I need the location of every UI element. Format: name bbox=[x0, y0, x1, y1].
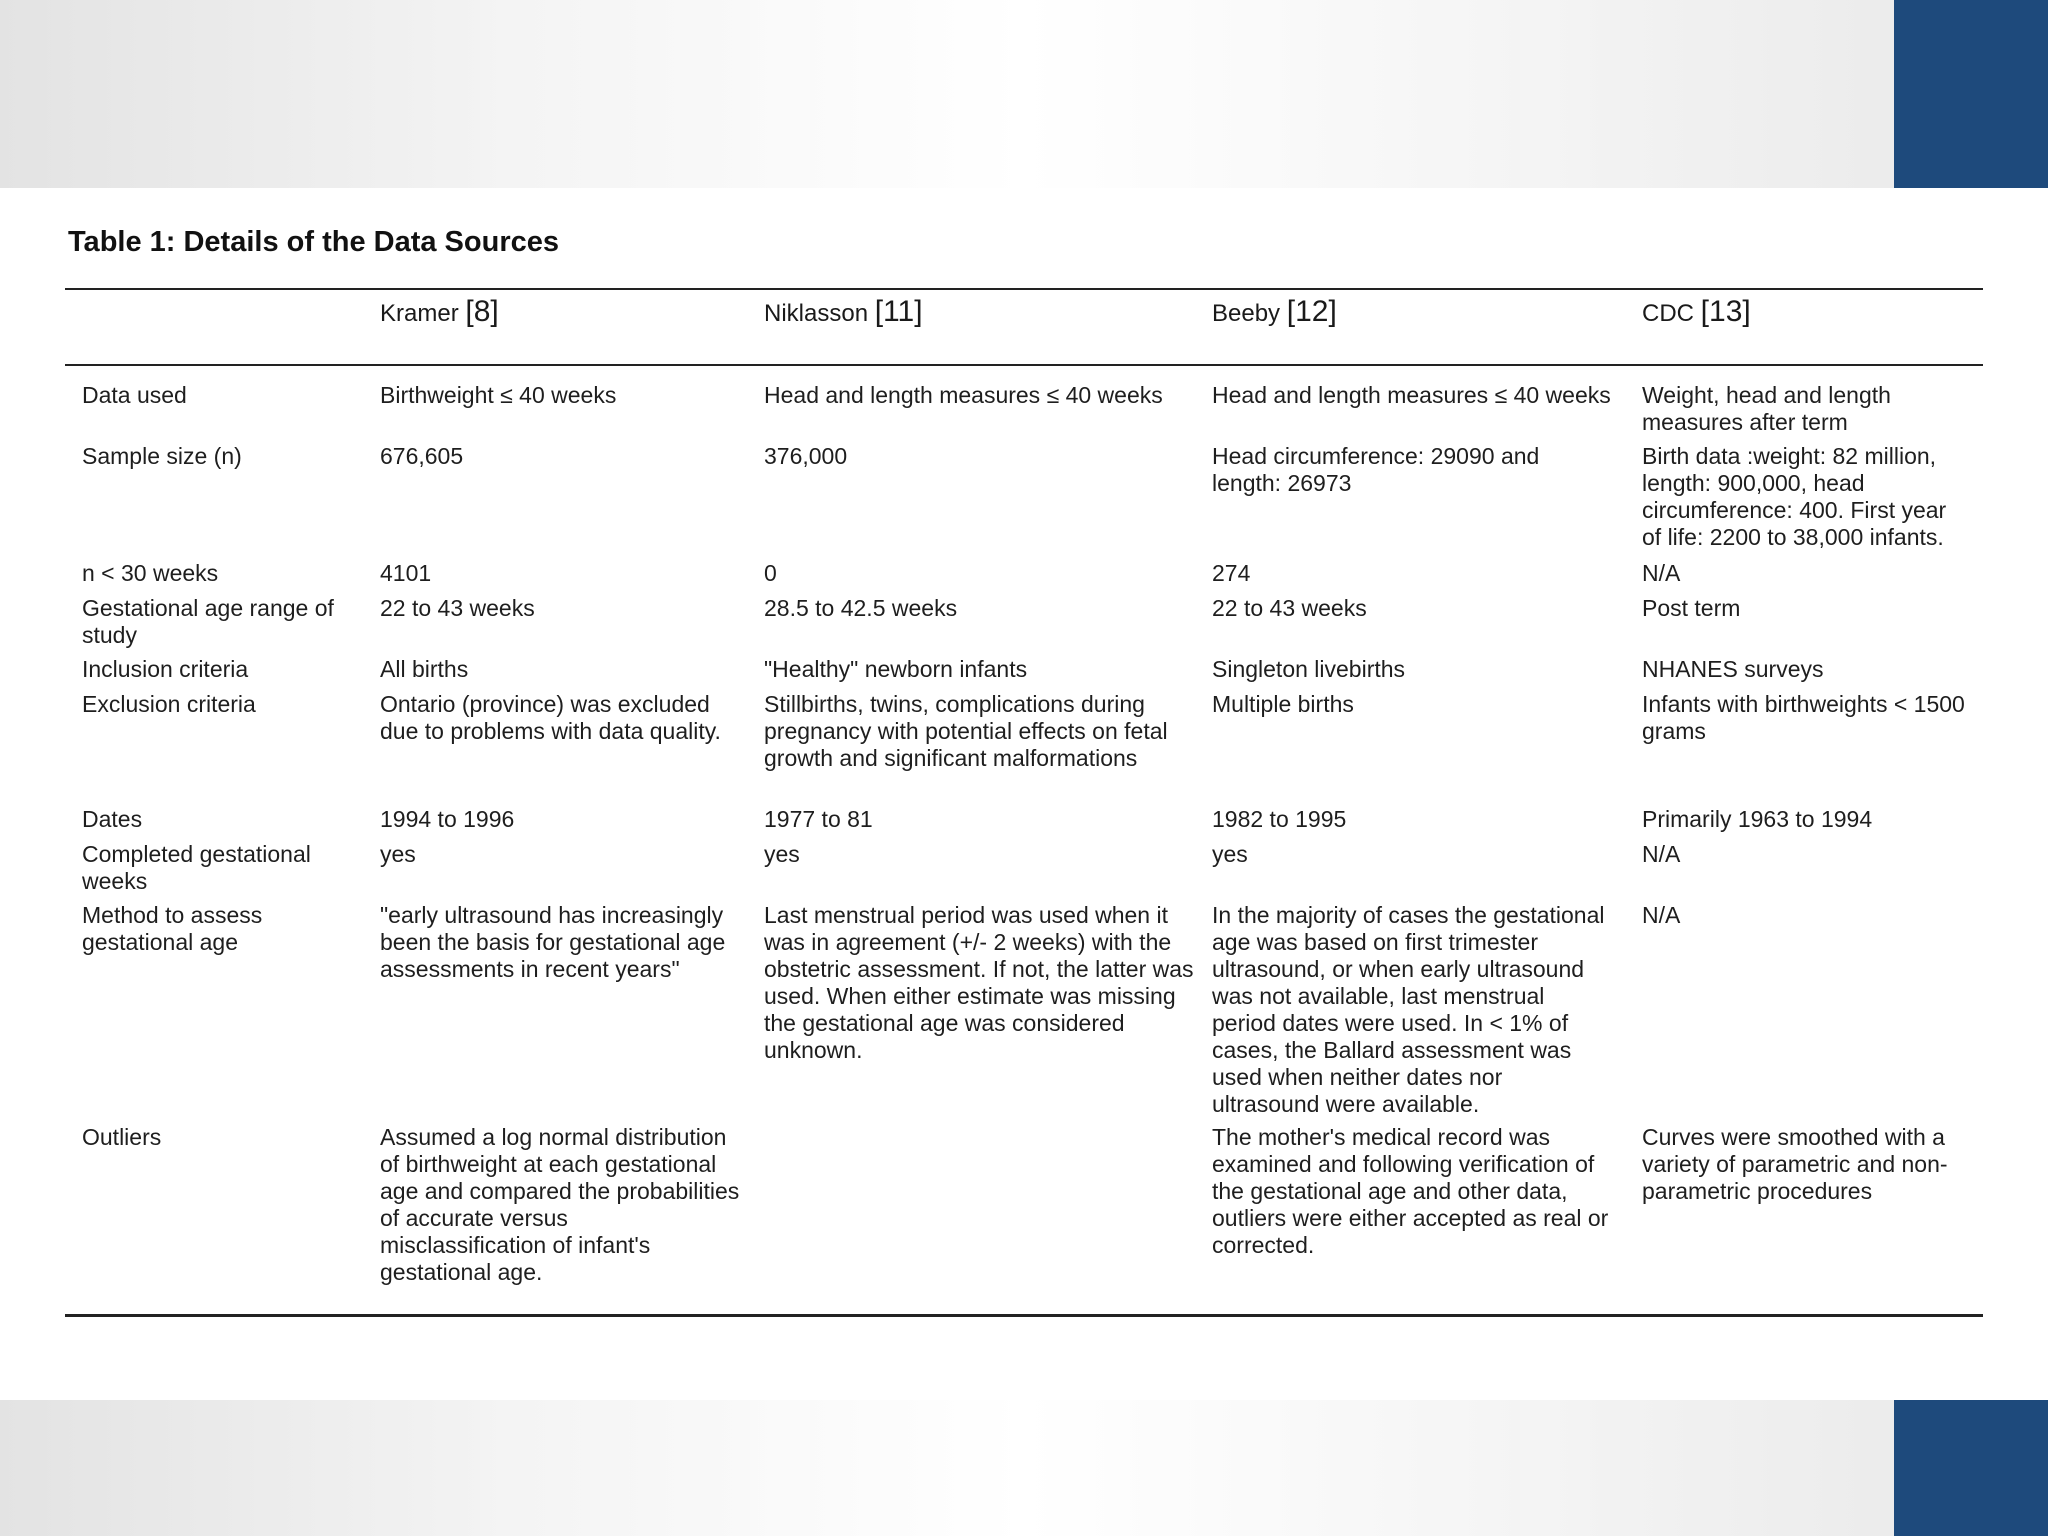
table-cell: Birthweight ≤ 40 weeks bbox=[380, 382, 617, 408]
table-cell: 274 bbox=[1212, 560, 1251, 586]
table-cell: 28.5 to 42.5 weeks bbox=[764, 595, 958, 621]
table-cell: Infants with birthweights < 1500 grams bbox=[1642, 691, 1965, 744]
table-cell: Post term bbox=[1642, 595, 1741, 621]
table-cell: 1994 to 1996 bbox=[380, 806, 515, 832]
table-cell: NHANES surveys bbox=[1642, 656, 1824, 682]
table-cell: Multiple births bbox=[1212, 691, 1354, 717]
column-header-name: Beeby bbox=[1212, 300, 1281, 327]
table-cell: Head and length measures ≤ 40 weeks bbox=[764, 382, 1163, 408]
table-cell: N/A bbox=[1642, 560, 1681, 586]
table-cell: 22 to 43 weeks bbox=[380, 595, 535, 621]
table-cell: 0 bbox=[764, 560, 777, 586]
row-label-data-used: Data used bbox=[82, 382, 187, 408]
column-header-name: Niklasson bbox=[764, 300, 869, 327]
table-cell: All births bbox=[380, 656, 469, 682]
table-cell: 1982 to 1995 bbox=[1212, 806, 1347, 832]
table-cell: yes bbox=[380, 841, 416, 867]
row-label-sample-size: Sample size (n) bbox=[82, 443, 242, 469]
table-cell: Singleton livebirths bbox=[1212, 656, 1406, 682]
table-cell: "early ultrasound has increasingly been the basis for gestational age assessments in recent years" bbox=[380, 902, 726, 982]
column-header-niklasson bbox=[764, 296, 923, 330]
row-label-dates: Dates bbox=[82, 806, 143, 832]
column-header-ref: [13] bbox=[1700, 295, 1751, 328]
row-label-n-under-30-weeks: n < 30 weeks bbox=[82, 560, 219, 586]
table-cell: 376,000 bbox=[764, 443, 848, 469]
table-cell: Primarily 1963 to 1994 bbox=[1642, 806, 1873, 832]
row-label-gestational-age-range: Gestational age range of study bbox=[82, 595, 334, 648]
table-cell: yes bbox=[764, 841, 800, 867]
table-header-rule bbox=[65, 364, 1983, 366]
table-cell: N/A bbox=[1642, 841, 1681, 867]
table-cell: N/A bbox=[1642, 902, 1681, 928]
column-header-ref: [8] bbox=[465, 295, 499, 328]
table-cell: Weight, head and length measures after term bbox=[1642, 382, 1891, 435]
column-header-beeby bbox=[1212, 296, 1337, 330]
row-label-inclusion-criteria: Inclusion criteria bbox=[82, 656, 249, 682]
row-label-method-to-assess: Method to assess gestational age bbox=[82, 902, 263, 955]
column-header-kramer bbox=[380, 296, 499, 330]
table-bottom-rule bbox=[65, 1314, 1983, 1317]
table-cell: Ontario (province) was excluded due to problems with data quality. bbox=[380, 691, 721, 744]
table-cell: Head circumference: 29090 and length: 26973 bbox=[1212, 443, 1540, 496]
table-cell: Curves were smoothed with a variety of parametric and non-parametric procedures bbox=[1642, 1124, 1948, 1204]
row-label-completed-gestational-weeks: Completed gestational weeks bbox=[82, 841, 311, 894]
bottom-accent-block bbox=[1894, 1400, 2048, 1536]
column-header-cdc bbox=[1642, 296, 1751, 330]
column-header-ref: [12] bbox=[1286, 295, 1337, 328]
table-top-rule bbox=[65, 288, 1983, 290]
row-label-exclusion-criteria: Exclusion criteria bbox=[82, 691, 256, 717]
top-band bbox=[0, 0, 2048, 188]
top-accent-block bbox=[1894, 0, 2048, 188]
column-header-name: CDC bbox=[1642, 300, 1694, 327]
table-cell: Birth data :weight: 82 million, length: 900,000, head circumference: 400. First year of life: 2200 to 38,000 infants. bbox=[1642, 443, 1947, 550]
table-cell: Stillbirths, twins, complications during pregnancy with potential effects on fetal growth and significant malformations bbox=[764, 691, 1168, 771]
row-label-outliers: Outliers bbox=[82, 1124, 162, 1150]
table-cell: The mother's medical record was examined and following verification of the gestational age and other data, outliers were either accepted as real or corrected. bbox=[1212, 1124, 1609, 1258]
table-title: Table 1: Details of the Data Sources bbox=[68, 226, 559, 258]
table-cell: Head and length measures ≤ 40 weeks bbox=[1212, 382, 1611, 408]
table-cell: "Healthy" newborn infants bbox=[764, 656, 1028, 682]
table-cell: 22 to 43 weeks bbox=[1212, 595, 1367, 621]
table-cell: 676,605 bbox=[380, 443, 464, 469]
bottom-band bbox=[0, 1400, 2048, 1536]
table-cell: 4101 bbox=[380, 560, 432, 586]
table-cell: 1977 to 81 bbox=[764, 806, 873, 832]
table-cell: Assumed a log normal distribution of birthweight at each gestational age and compared the probabilities of accurate versus misclassification of infant's gestational age. bbox=[380, 1124, 740, 1285]
table-cell: In the majority of cases the gestational age was based on first trimester ultrasound, or when early ultrasound was not available, last menstrual period dates were used. In < 1% of cases, the Ballard assessment was used when neither dates nor ultrasound were available. bbox=[1212, 902, 1605, 1117]
table-cell: Last menstrual period was used when it was in agreement (+/- 2 weeks) with the obstetric assessment. If not, the latter was used. When either estimate was missing the gestational age was considered unknown. bbox=[764, 902, 1194, 1063]
table-cell: yes bbox=[1212, 841, 1248, 867]
column-header-ref: [11] bbox=[874, 295, 923, 328]
column-header-name: Kramer bbox=[380, 300, 459, 327]
